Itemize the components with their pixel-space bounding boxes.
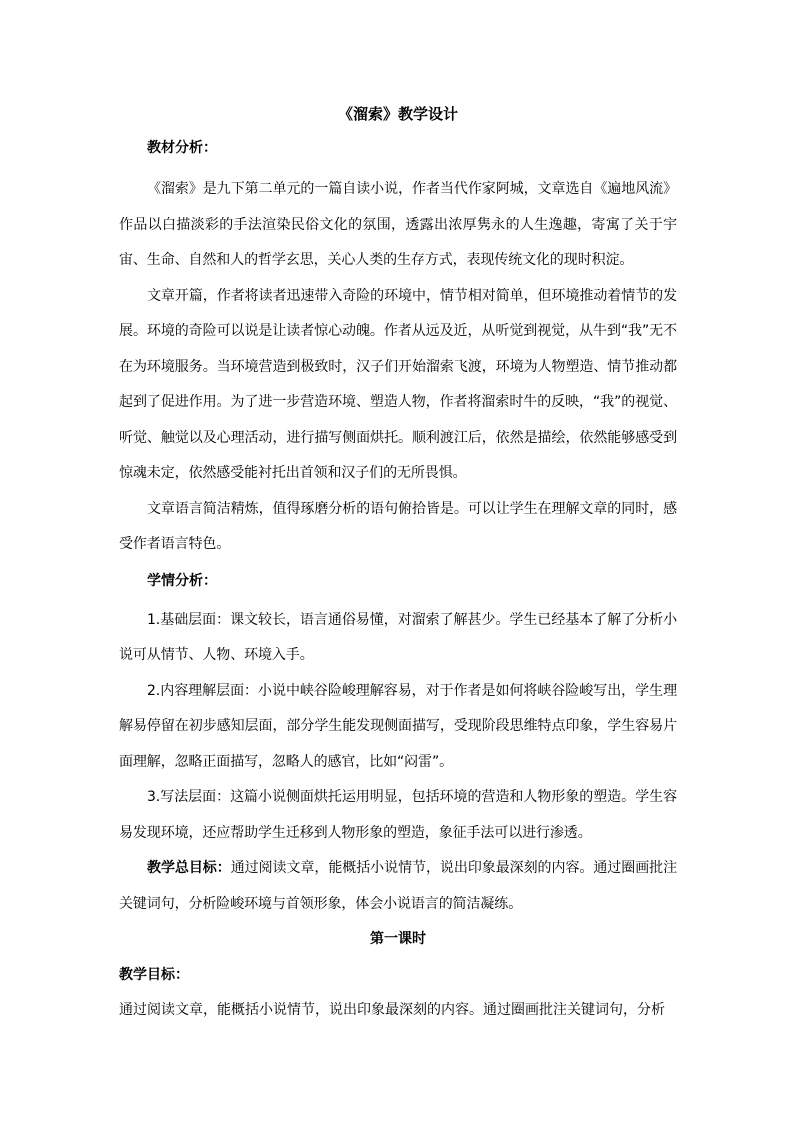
teaching-goal-label: 教学总目标：	[147, 860, 231, 876]
section-heading-student-analysis: 学情分析：	[147, 572, 217, 589]
paragraph: 2.内容理解层面：小说中峡谷险峻理解容易，对于作者是如何将峡谷险峻写出，学生理解易停留在初步感知层面，部分学生能发现侧面描写，受现阶段思维特点印象，学生容易片面理解，忽略正面描写，忽略人的感官，比如“闷雷”。	[119, 682, 677, 770]
document-title: 《溜索》教学设计	[337, 105, 458, 123]
teaching-goal-text: 通过阅读文章，能概括小说情节，说出印象最深刻的内容。通过圈画批注关键词句，分析险峻环境与首领形象，体会小说语言的简洁凝练。	[119, 860, 677, 912]
paragraph: 1.基础层面：课文较长，语言通俗易懂，对溜索了解甚少。学生已经基本了解了分析小说可从情节、人物、环境入手。	[119, 611, 677, 663]
section-heading-textbook-analysis: 教材分析：	[147, 140, 217, 156]
paragraph: 《溜索》是九下第二单元的一篇自读小说，作者当代作家阿城，文章选自《遍地风流》作品以白描淡彩的手法渲染民俗文化的氛围，透露出浓厚隽永的人生逸趣，寄寓了关于宇宙、生命、自然和人的哲学玄思，关心人类的生存方式，表现传统文化的现时积淀。	[119, 181, 677, 268]
lesson-goals-text: 通过阅读文章，能概括小说情节，说出印象最深刻的内容。通过圈画批注关键词句，分析	[119, 1002, 665, 1018]
teaching-goal-paragraph	[119, 851, 677, 922]
lesson-goals-heading: 教学目标：	[119, 966, 189, 983]
document-page	[119, 103, 677, 1029]
lesson-heading: 第一课时	[370, 931, 426, 947]
paragraph: 3.写法层面：这篇小说侧面烘托运用明显，包括环境的营造和人物形象的塑造。学生容易发现环境，还应帮助学生迁移到人物形象的塑造，象征手法可以进行渗透。	[119, 789, 677, 841]
paragraph: 文章语言简洁精炼，值得琢磨分析的语句俯拾皆是。可以让学生在理解文章的同时，感受作者语言特色。	[119, 500, 677, 552]
paragraph: 文章开篇，作者将读者迅速带入奇险的环境中，情节相对简单，但环境推动着情节的发展。环境的奇险可以说是让读者惊心动魄。作者从远及近，从听觉到视觉，从牛到“我”无不在为环境服务。当环境营造到极致时，汉子们开始溜索飞渡，环境为人物塑造、情节推动都起到了促进作用。为了进一步营造环境、塑造人物，作者将溜索时牛的反映，“我”的视觉、听觉、触觉以及心理活动，进行描写侧面烘托。顺利渡江后，依然是描绘，依然能够感受到惊魂未定，依然感受能衬托出首领和汉子们的无所畏惧。	[119, 287, 677, 481]
